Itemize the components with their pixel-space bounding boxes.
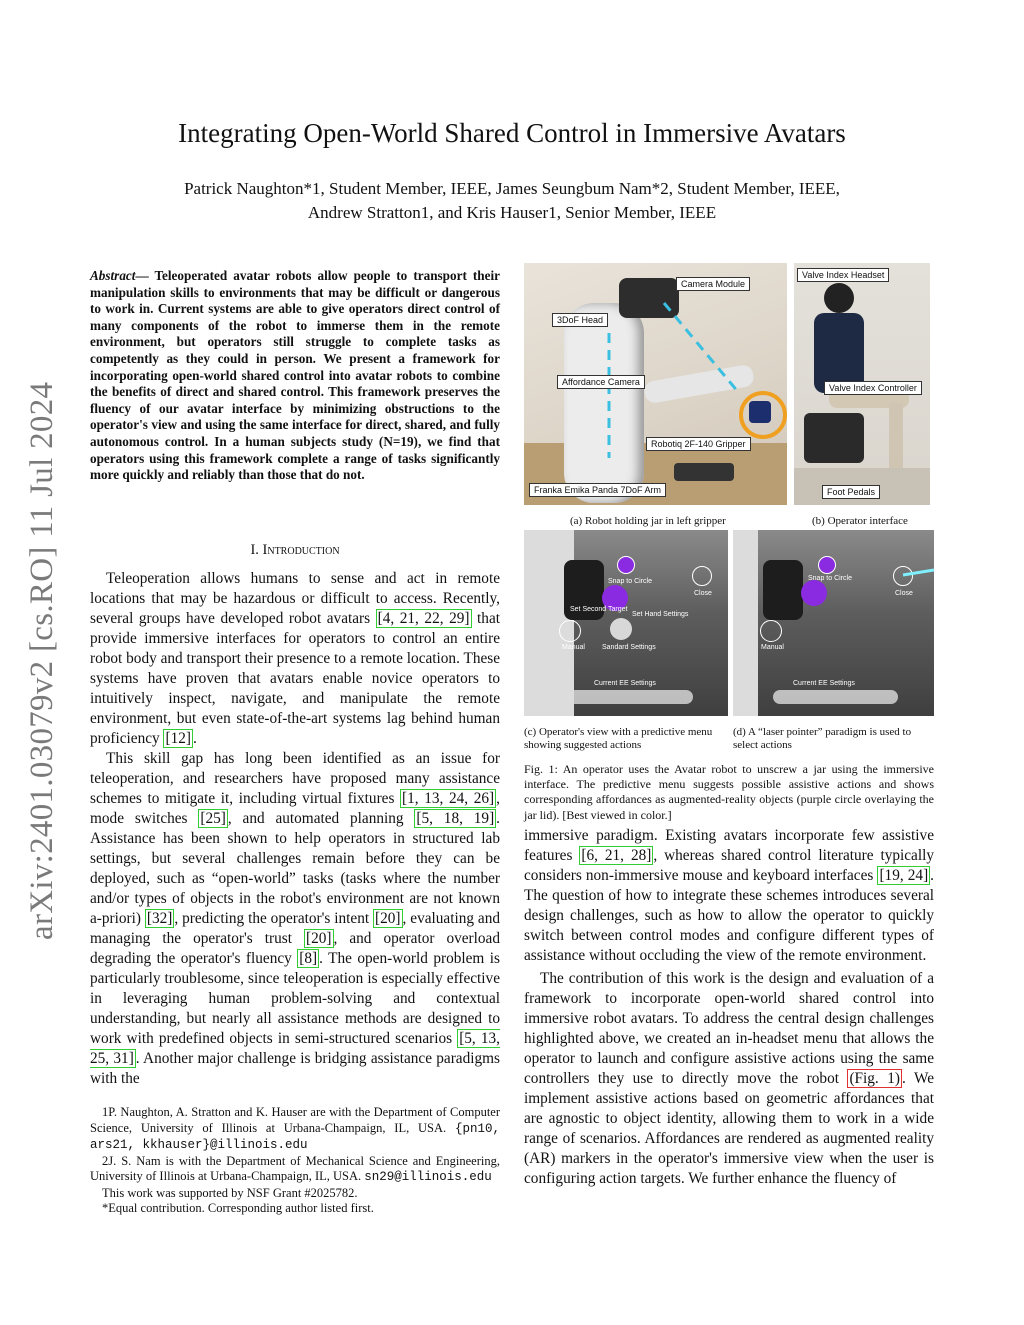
author-line-1: Patrick Naughton*1, Student Member, IEEE, James Seungbum Nam*2, Student Member, IEEE, xyxy=(184,179,840,198)
author-line-2: Andrew Stratton1, and Kris Hauser1, Senior Member, IEEE xyxy=(307,203,717,222)
introduction-section xyxy=(90,540,500,1089)
figure-1-caption: Fig. 1: An operator uses the Avatar robot to unscrew a jar using the immersive interface. The predictive menu suggests possible assistive actions and shows corresponding affordances as augmented-reality objects (purple circle overlaying the jar lid). [Best viewed in color.] xyxy=(524,762,934,822)
author-list xyxy=(80,177,944,225)
vr-close[interactable]: Close xyxy=(895,590,913,597)
citation-link[interactable]: [20] xyxy=(306,930,332,947)
citation-link[interactable]: [25] xyxy=(200,810,226,827)
vr-sandard-settings[interactable]: Sandard Settings xyxy=(602,644,656,651)
citation-link[interactable]: [19, 24] xyxy=(879,867,929,884)
citation-link[interactable]: [1, 13, 24, 26] xyxy=(402,790,495,807)
intro-paragraph-1: Teleoperation allows humans to sense and act in remote locations that may be hazardous or difficult to access. Recently, several groups have developed robot avatars [4, 21, 22, 29] that provide immersive interfaces for operators to control an entire robot body and transport their presence to a remote location. These systems have proven that avatars enable novice operators to intuitively inspect, navigate, and manipulate the remote environment, but even state-of-the-art systems lag behind human proficiency [12] . xyxy=(90,570,500,747)
equal-contribution-note: *Equal contribution. Corresponding author listed first. xyxy=(102,1201,374,1215)
intro-paragraph-4: The contribution of this work is the design and evaluation of a framework to incorporate open-world shared control into immersive robot avatars. To address the central design challenges highlighted above, we created an in-headset menu that allows the operator to launch and configure assistive actions using the same controllers they use to directly move the robot (Fig. 1) . We implement assistive actions based on geometric affordances that are agnostic to object identity, allowing them to work in a wide range of scenarios. Affordances are rendered as augmented reality (AR) markers in the operator's immersive view when the user is configuring action targets. We further enhance the fluency of xyxy=(524,970,934,1187)
label-3dof-head: 3DoF Head xyxy=(552,313,608,327)
caption-c: (c) Operator's view with a predictive menu showing suggested actions xyxy=(524,726,713,751)
vr-manual[interactable]: Manual xyxy=(761,644,784,651)
arxiv-identifier: arXiv:2401.03079v2 [cs.RO] 11 Jul 2024 xyxy=(24,381,60,940)
caption-d: (d) A “laser pointer” paradigm is used to select actions xyxy=(733,726,912,751)
footnote-2-email[interactable]: sn29@illinois.edu xyxy=(364,1170,492,1184)
citation-link[interactable]: [4, 21, 22, 29] xyxy=(377,610,470,627)
label-camera-module: Camera Module xyxy=(676,277,750,291)
vr-manual[interactable]: Manual xyxy=(562,644,585,651)
figure-1a-photo xyxy=(524,263,787,505)
footnote-1-email[interactable]: {pn10, ars21, kkhauser}@illinois.edu xyxy=(90,1121,500,1152)
grant-note: This work was supported by NSF Grant #2025782. xyxy=(102,1185,358,1200)
citation-link[interactable]: [5, 13, 25, 31] xyxy=(90,1030,500,1067)
vr-current-ee-settings[interactable]: Current EE Settings xyxy=(594,680,656,687)
footnotes xyxy=(90,1105,500,1217)
vr-set-second-target[interactable]: Set Second Target xyxy=(570,606,628,613)
right-column-text xyxy=(524,826,934,1189)
abstract xyxy=(90,268,500,484)
paper-title: Integrating Open-World Shared Control in Immersive Avatars xyxy=(178,118,846,148)
vr-close[interactable]: Close xyxy=(694,590,712,597)
citation-link[interactable]: [6, 21, 28] xyxy=(581,847,652,864)
intro-paragraph-2: This skill gap has long been identified as an issue for teleoperation, and researchers have proposed many assistance schemes to mitigate it, including virtual fixtures [1, 13, 24, 26] , mode switches [25] , and automated planning [5, 18, 19] . Assistance has been shown to help operators in structured lab settings, but several challenges remain before they can be deployed, such as “open-world” tasks (tasks where the number and/or types of objects in the robot's environment are not known a-priori) [32] , predicting the operator's intent [20] , evaluating and managing the operator's trust [20] , and operator overload degrading the operator's fluency [8] . The open-world problem is particularly troublesome, since teleoperation is especially effective in leveraging human problem-solving and contextual understanding, but nearly all assistance methods are designed to work with predefined objects in semi-structured scenarios [5, 13, 25, 31] . Another major challenge is bridging assistance paradigms with the xyxy=(90,750,500,1087)
caption-a: (a) Robot holding jar in left gripper xyxy=(570,515,726,527)
figure-reference-link[interactable]: (Fig. 1) xyxy=(849,1070,900,1087)
vr-snap-to-circle[interactable]: Snap to Circle xyxy=(808,575,852,582)
label-panda-arm: Franka Emika Panda 7DoF Arm xyxy=(529,483,666,497)
figure-1c-vr-view xyxy=(524,530,728,716)
figure-1d-vr-view xyxy=(733,530,934,716)
label-affordance-camera: Affordance Camera xyxy=(557,375,645,389)
citation-link[interactable]: [12] xyxy=(165,730,191,747)
intro-paragraph-3: immersive paradigm. Existing avatars incorporate few assistive features [6, 21, 28] , whereas shared control literature typically considers non-immersive mouse and keyboard interfaces [19, 24] . The question of how to integrate these schemes introduces several design challenges, such as how to allow the operator to quickly switch between control modes and configure different types of assistance without occluding the view of the remote environment. xyxy=(524,827,934,964)
abstract-text: — Teleoperated avatar robots allow people to transport their manipulation skills to environments that may be difficult or dangerous to work in. Current systems are able to give operators direct control of many components of the robot to immerse them in the remote environment, but operators still struggle to complete tasks as competently as they could in person. We present a framework for incorporating open-world shared control into avatar robots to combine the benefits of direct and shared control. This framework preserves the fluency of our avatar interface by minimizing obstructions to the operator's view and using the same interface for direct, shared, and fully autonomous control. In a human subjects study (N=19), we find that operators using this framework complete a range of tasks significantly more quickly and reliably than those that do not. xyxy=(90,268,500,483)
label-valve-headset: Valve Index Headset xyxy=(797,268,889,282)
footnote-2: 2J. S. Nam is with the Department of Mechanical Science and Engineering, University of Illinois at Urbana-Champaign, IL, USA. sn29@illinois.edu xyxy=(90,1153,500,1184)
label-gripper: Robotiq 2F-140 Gripper xyxy=(646,437,751,451)
section-heading: I. Introduction xyxy=(250,542,340,558)
citation-link[interactable]: [5, 18, 19] xyxy=(416,810,495,827)
label-foot-pedals: Foot Pedals xyxy=(822,485,880,499)
vr-current-ee-settings[interactable]: Current EE Settings xyxy=(793,680,855,687)
citation-link[interactable]: [20] xyxy=(375,910,401,927)
citation-link[interactable]: [32] xyxy=(146,910,173,927)
abstract-label: Abstract xyxy=(90,268,136,283)
caption-b: (b) Operator interface xyxy=(812,515,908,527)
vr-snap-to-circle[interactable]: Snap to Circle xyxy=(608,578,652,585)
citation-link[interactable]: [8] xyxy=(299,950,318,967)
label-valve-controller: Valve Index Controller xyxy=(824,381,922,395)
footnote-1: 1P. Naughton, A. Stratton and K. Hauser are with the Department of Computer Science, University of Illinois at Urbana-Champaign, IL, USA. {pn10, ars21, kkhauser}@illinois.edu xyxy=(90,1105,500,1152)
figure-1b-photo xyxy=(794,263,930,505)
vr-set-hand-settings[interactable]: Set Hand Settings xyxy=(632,611,689,618)
